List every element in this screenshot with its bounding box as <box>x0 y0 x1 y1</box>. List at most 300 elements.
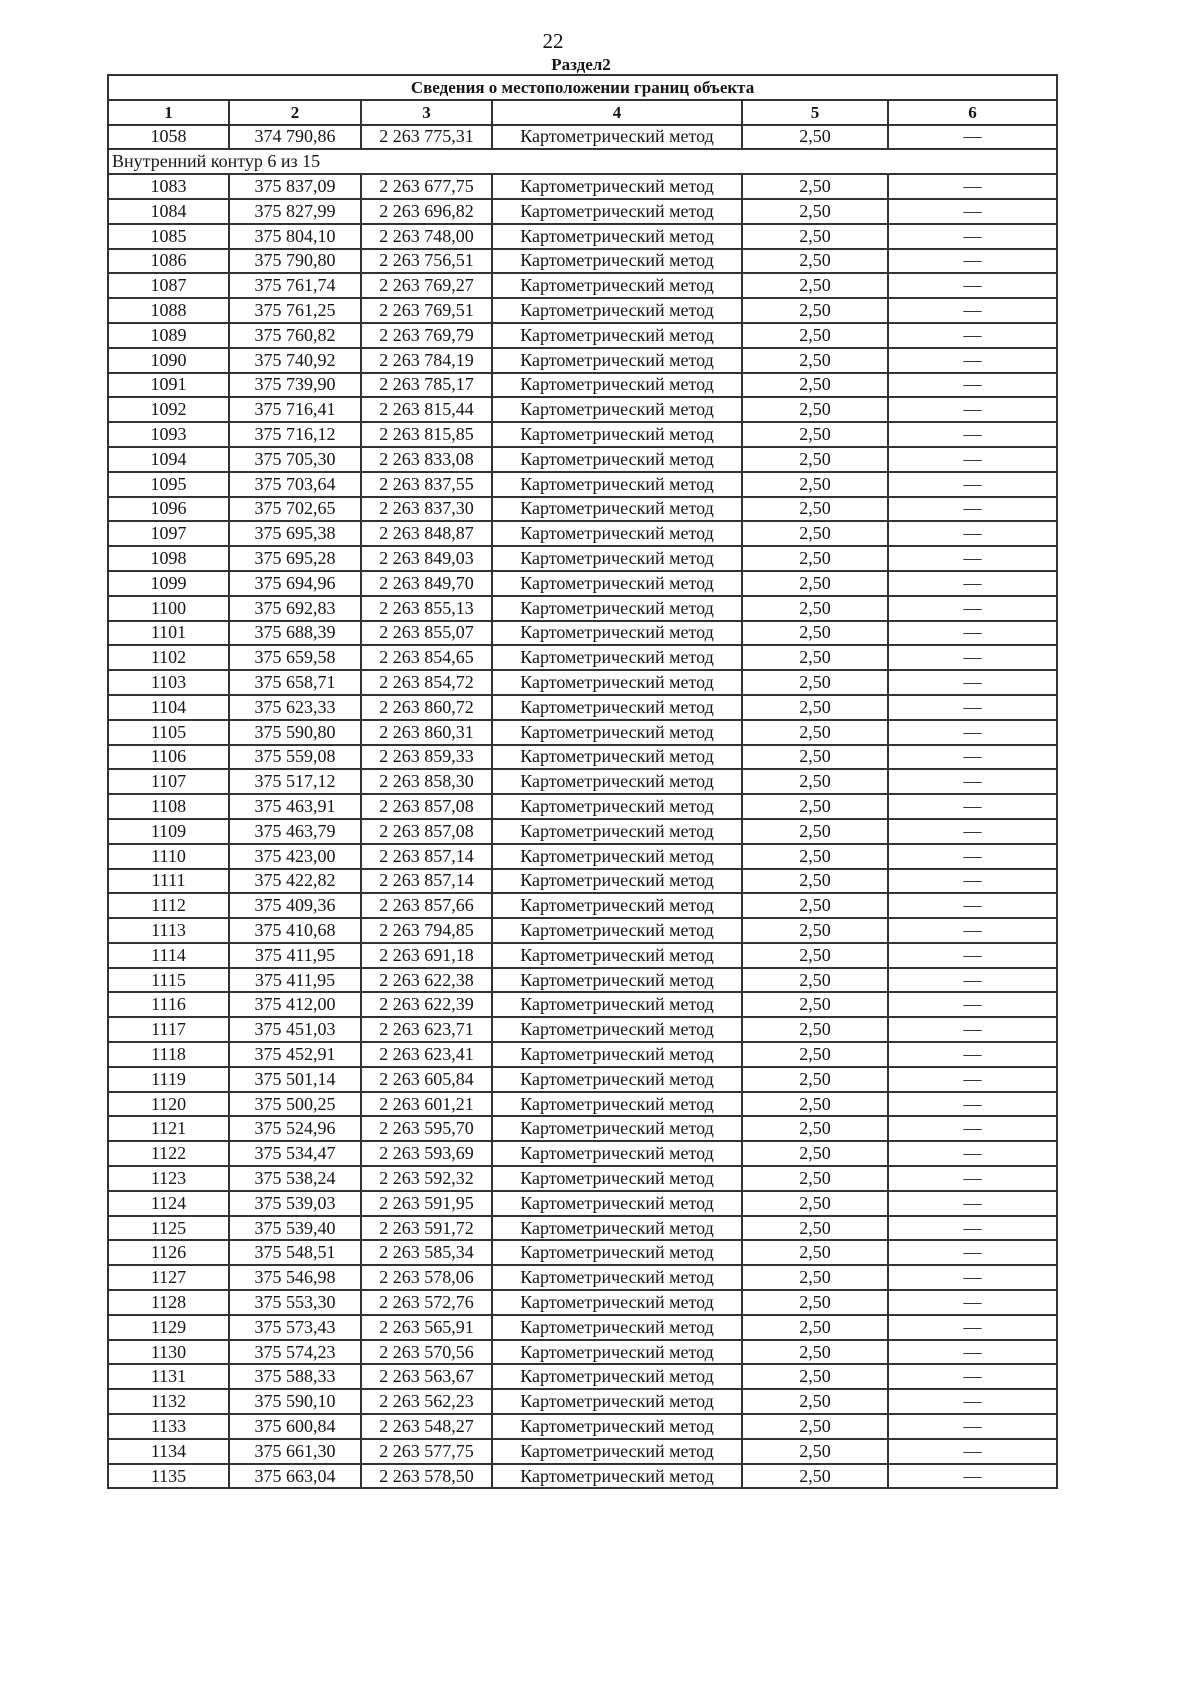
accuracy-cell: 2,50 <box>742 1389 888 1414</box>
accuracy-cell: 2,50 <box>742 521 888 546</box>
point-number-cell: 1105 <box>108 720 229 745</box>
description-cell: — <box>888 546 1057 571</box>
table-row <box>108 1265 1057 1290</box>
accuracy-cell: 2,50 <box>742 1265 888 1290</box>
coord-x-cell: 375 760,82 <box>229 323 361 348</box>
coord-x-cell: 375 661,30 <box>229 1439 361 1464</box>
accuracy-cell: 2,50 <box>742 695 888 720</box>
point-number-cell: 1058 <box>108 125 229 150</box>
point-number-cell: 1091 <box>108 373 229 398</box>
coord-y-cell: 2 263 860,31 <box>361 720 492 745</box>
point-number-cell: 1106 <box>108 745 229 770</box>
coord-x-cell: 375 600,84 <box>229 1414 361 1439</box>
point-number-cell: 1102 <box>108 645 229 670</box>
coord-y-cell: 2 263 858,30 <box>361 769 492 794</box>
accuracy-cell: 2,50 <box>742 1240 888 1265</box>
table-row <box>108 695 1057 720</box>
coord-x-cell: 375 500,25 <box>229 1092 361 1117</box>
method-cell: Картометрический метод <box>492 1265 742 1290</box>
coord-y-cell: 2 263 854,72 <box>361 670 492 695</box>
coord-x-cell: 375 790,80 <box>229 249 361 274</box>
point-number-cell: 1130 <box>108 1340 229 1365</box>
point-number-cell: 1083 <box>108 174 229 199</box>
description-cell: — <box>888 769 1057 794</box>
description-cell: — <box>888 1315 1057 1340</box>
table-row <box>108 497 1057 522</box>
point-number-cell: 1093 <box>108 422 229 447</box>
coord-y-cell: 2 263 857,14 <box>361 869 492 894</box>
coord-x-cell: 375 804,10 <box>229 224 361 249</box>
table-row <box>108 596 1057 621</box>
table-row <box>108 224 1057 249</box>
column-number-header: 6 <box>888 100 1057 125</box>
accuracy-cell: 2,50 <box>742 1439 888 1464</box>
accuracy-cell: 2,50 <box>742 174 888 199</box>
accuracy-cell: 2,50 <box>742 1166 888 1191</box>
description-cell: — <box>888 869 1057 894</box>
coord-x-cell: 375 716,41 <box>229 397 361 422</box>
table-row <box>108 521 1057 546</box>
coord-x-cell: 375 539,03 <box>229 1191 361 1216</box>
coord-y-cell: 2 263 849,70 <box>361 571 492 596</box>
coord-y-cell: 2 263 815,44 <box>361 397 492 422</box>
method-cell: Картометрический метод <box>492 224 742 249</box>
point-number-cell: 1114 <box>108 943 229 968</box>
page-number: 22 <box>542 29 564 53</box>
point-number-cell: 1085 <box>108 224 229 249</box>
description-cell: — <box>888 695 1057 720</box>
method-cell: Картометрический метод <box>492 1414 742 1439</box>
coordinates-table-body <box>108 125 1057 1489</box>
method-cell: Картометрический метод <box>492 1216 742 1241</box>
coord-x-cell: 375 501,14 <box>229 1067 361 1092</box>
description-cell: — <box>888 943 1057 968</box>
table-row <box>108 1439 1057 1464</box>
point-number-cell: 1088 <box>108 298 229 323</box>
point-number-cell: 1124 <box>108 1191 229 1216</box>
accuracy-cell: 2,50 <box>742 992 888 1017</box>
accuracy-cell: 2,50 <box>742 1290 888 1315</box>
point-number-cell: 1084 <box>108 199 229 224</box>
coord-y-cell: 2 263 548,27 <box>361 1414 492 1439</box>
accuracy-cell: 2,50 <box>742 373 888 398</box>
table-row <box>108 348 1057 373</box>
table-row <box>108 273 1057 298</box>
description-cell: — <box>888 1042 1057 1067</box>
point-number-cell: 1121 <box>108 1116 229 1141</box>
table-row <box>108 1141 1057 1166</box>
coord-y-cell: 2 263 857,08 <box>361 794 492 819</box>
point-number-cell: 1134 <box>108 1439 229 1464</box>
method-cell: Картометрический метод <box>492 1315 742 1340</box>
table-row <box>108 1191 1057 1216</box>
description-cell: — <box>888 844 1057 869</box>
point-number-cell: 1135 <box>108 1464 229 1489</box>
coord-y-cell: 2 263 605,84 <box>361 1067 492 1092</box>
table-row <box>108 745 1057 770</box>
coord-y-cell: 2 263 691,18 <box>361 943 492 968</box>
description-cell: — <box>888 918 1057 943</box>
description-cell: — <box>888 1191 1057 1216</box>
coord-y-cell: 2 263 769,27 <box>361 273 492 298</box>
coord-y-cell: 2 263 572,76 <box>361 1290 492 1315</box>
method-cell: Картометрический метод <box>492 893 742 918</box>
method-cell: Картометрический метод <box>492 819 742 844</box>
coord-x-cell: 374 790,86 <box>229 125 361 150</box>
method-cell: Картометрический метод <box>492 348 742 373</box>
coord-y-cell: 2 263 577,75 <box>361 1439 492 1464</box>
description-cell: — <box>888 645 1057 670</box>
description-cell: — <box>888 1290 1057 1315</box>
table-row <box>108 1116 1057 1141</box>
accuracy-cell: 2,50 <box>742 125 888 150</box>
method-cell: Картометрический метод <box>492 373 742 398</box>
accuracy-cell: 2,50 <box>742 943 888 968</box>
point-number-cell: 1126 <box>108 1240 229 1265</box>
method-cell: Картометрический метод <box>492 596 742 621</box>
method-cell: Картометрический метод <box>492 794 742 819</box>
description-cell: — <box>888 472 1057 497</box>
point-number-cell: 1111 <box>108 869 229 894</box>
description-cell: — <box>888 1067 1057 1092</box>
coord-x-cell: 375 423,00 <box>229 844 361 869</box>
method-cell: Картометрический метод <box>492 422 742 447</box>
description-cell: — <box>888 373 1057 398</box>
coord-x-cell: 375 692,83 <box>229 596 361 621</box>
method-cell: Картометрический метод <box>492 918 742 943</box>
accuracy-cell: 2,50 <box>742 745 888 770</box>
table-row <box>108 1364 1057 1389</box>
coord-y-cell: 2 263 578,50 <box>361 1464 492 1489</box>
coord-x-cell: 375 422,82 <box>229 869 361 894</box>
accuracy-cell: 2,50 <box>742 1414 888 1439</box>
coord-y-cell: 2 263 857,66 <box>361 893 492 918</box>
accuracy-cell: 2,50 <box>742 1216 888 1241</box>
description-cell: — <box>888 323 1057 348</box>
description-cell: — <box>888 819 1057 844</box>
description-cell: — <box>888 1141 1057 1166</box>
description-cell: — <box>888 521 1057 546</box>
coord-x-cell: 375 590,10 <box>229 1389 361 1414</box>
method-cell: Картометрический метод <box>492 992 742 1017</box>
coord-y-cell: 2 263 595,70 <box>361 1116 492 1141</box>
point-number-cell: 1090 <box>108 348 229 373</box>
accuracy-cell: 2,50 <box>742 670 888 695</box>
point-number-cell: 1092 <box>108 397 229 422</box>
description-cell: — <box>888 1439 1057 1464</box>
accuracy-cell: 2,50 <box>742 1464 888 1489</box>
coord-x-cell: 375 538,24 <box>229 1166 361 1191</box>
point-number-cell: 1108 <box>108 794 229 819</box>
method-cell: Картометрический метод <box>492 397 742 422</box>
description-cell: — <box>888 1340 1057 1365</box>
method-cell: Картометрический метод <box>492 546 742 571</box>
coord-x-cell: 375 546,98 <box>229 1265 361 1290</box>
point-number-cell: 1115 <box>108 968 229 993</box>
coord-y-cell: 2 263 696,82 <box>361 199 492 224</box>
table-row <box>108 174 1057 199</box>
point-number-cell: 1096 <box>108 497 229 522</box>
method-cell: Картометрический метод <box>492 943 742 968</box>
accuracy-cell: 2,50 <box>742 1340 888 1365</box>
coord-y-cell: 2 263 854,65 <box>361 645 492 670</box>
method-cell: Картометрический метод <box>492 447 742 472</box>
point-number-cell: 1129 <box>108 1315 229 1340</box>
coord-y-cell: 2 263 855,13 <box>361 596 492 621</box>
coord-y-cell: 2 263 748,00 <box>361 224 492 249</box>
table-row <box>108 125 1057 150</box>
coord-x-cell: 375 463,91 <box>229 794 361 819</box>
accuracy-cell: 2,50 <box>742 1067 888 1092</box>
coord-y-cell: 2 263 578,06 <box>361 1265 492 1290</box>
table-row <box>108 670 1057 695</box>
accuracy-cell: 2,50 <box>742 1092 888 1117</box>
table-row <box>108 794 1057 819</box>
coord-x-cell: 375 740,92 <box>229 348 361 373</box>
table-row <box>108 249 1057 274</box>
table-row <box>108 1240 1057 1265</box>
description-cell: — <box>888 447 1057 472</box>
coord-y-cell: 2 263 784,19 <box>361 348 492 373</box>
description-cell: — <box>888 1166 1057 1191</box>
accuracy-cell: 2,50 <box>742 422 888 447</box>
description-cell: — <box>888 1265 1057 1290</box>
table-row <box>108 323 1057 348</box>
description-cell: — <box>888 1414 1057 1439</box>
coord-y-cell: 2 263 591,95 <box>361 1191 492 1216</box>
description-cell: — <box>888 1389 1057 1414</box>
coord-x-cell: 375 559,08 <box>229 745 361 770</box>
accuracy-cell: 2,50 <box>742 968 888 993</box>
coord-x-cell: 375 539,40 <box>229 1216 361 1241</box>
coord-x-cell: 375 411,95 <box>229 943 361 968</box>
method-cell: Картометрический метод <box>492 125 742 150</box>
coord-x-cell: 375 553,30 <box>229 1290 361 1315</box>
point-number-cell: 1128 <box>108 1290 229 1315</box>
method-cell: Картометрический метод <box>492 968 742 993</box>
point-number-cell: 1117 <box>108 1017 229 1042</box>
description-cell: — <box>888 1116 1057 1141</box>
accuracy-cell: 2,50 <box>742 1042 888 1067</box>
point-number-cell: 1133 <box>108 1414 229 1439</box>
table-row <box>108 1389 1057 1414</box>
coord-y-cell: 2 263 837,30 <box>361 497 492 522</box>
coord-x-cell: 375 590,80 <box>229 720 361 745</box>
point-number-cell: 1094 <box>108 447 229 472</box>
description-cell: — <box>888 745 1057 770</box>
coord-x-cell: 375 695,38 <box>229 521 361 546</box>
point-number-cell: 1122 <box>108 1141 229 1166</box>
coord-y-cell: 2 263 849,03 <box>361 546 492 571</box>
coord-y-cell: 2 263 769,51 <box>361 298 492 323</box>
method-cell: Картометрический метод <box>492 571 742 596</box>
description-cell: — <box>888 174 1057 199</box>
table-row <box>108 1340 1057 1365</box>
table-row <box>108 199 1057 224</box>
method-cell: Картометрический метод <box>492 298 742 323</box>
coord-x-cell: 375 827,99 <box>229 199 361 224</box>
coord-x-cell: 375 761,74 <box>229 273 361 298</box>
table-row <box>108 1067 1057 1092</box>
column-number-header: 1 <box>108 100 229 125</box>
accuracy-cell: 2,50 <box>742 720 888 745</box>
accuracy-cell: 2,50 <box>742 1315 888 1340</box>
coord-y-cell: 2 263 775,31 <box>361 125 492 150</box>
coord-x-cell: 375 659,58 <box>229 645 361 670</box>
coord-y-cell: 2 263 785,17 <box>361 373 492 398</box>
coord-x-cell: 375 688,39 <box>229 621 361 646</box>
coord-y-cell: 2 263 859,33 <box>361 745 492 770</box>
table-row <box>108 1042 1057 1067</box>
point-number-cell: 1131 <box>108 1364 229 1389</box>
accuracy-cell: 2,50 <box>742 1191 888 1216</box>
column-number-header: 4 <box>492 100 742 125</box>
description-cell: — <box>888 992 1057 1017</box>
table-row <box>108 992 1057 1017</box>
coord-x-cell: 375 588,33 <box>229 1364 361 1389</box>
coord-y-cell: 2 263 769,79 <box>361 323 492 348</box>
point-number-cell: 1099 <box>108 571 229 596</box>
point-number-cell: 1104 <box>108 695 229 720</box>
accuracy-cell: 2,50 <box>742 819 888 844</box>
column-number-header: 3 <box>361 100 492 125</box>
coord-y-cell: 2 263 857,14 <box>361 844 492 869</box>
description-cell: — <box>888 621 1057 646</box>
method-cell: Картометрический метод <box>492 1042 742 1067</box>
coord-y-cell: 2 263 623,41 <box>361 1042 492 1067</box>
method-cell: Картометрический метод <box>492 199 742 224</box>
table-row <box>108 918 1057 943</box>
method-cell: Картометрический метод <box>492 769 742 794</box>
contour-row <box>108 149 1057 174</box>
description-cell: — <box>888 1364 1057 1389</box>
accuracy-cell: 2,50 <box>742 298 888 323</box>
point-number-cell: 1127 <box>108 1265 229 1290</box>
table-row <box>108 447 1057 472</box>
method-cell: Картометрический метод <box>492 1092 742 1117</box>
table-row <box>108 893 1057 918</box>
table-row <box>108 968 1057 993</box>
accuracy-cell: 2,50 <box>742 769 888 794</box>
description-cell: — <box>888 794 1057 819</box>
table-row <box>108 397 1057 422</box>
description-cell: — <box>888 125 1057 150</box>
method-cell: Картометрический метод <box>492 1141 742 1166</box>
accuracy-cell: 2,50 <box>742 497 888 522</box>
method-cell: Картометрический метод <box>492 844 742 869</box>
accuracy-cell: 2,50 <box>742 571 888 596</box>
method-cell: Картометрический метод <box>492 745 742 770</box>
method-cell: Картометрический метод <box>492 670 742 695</box>
coord-y-cell: 2 263 622,38 <box>361 968 492 993</box>
method-cell: Картометрический метод <box>492 1464 742 1489</box>
accuracy-cell: 2,50 <box>742 323 888 348</box>
coord-y-cell: 2 263 848,87 <box>361 521 492 546</box>
accuracy-cell: 2,50 <box>742 546 888 571</box>
method-cell: Картометрический метод <box>492 1166 742 1191</box>
coord-x-cell: 375 702,65 <box>229 497 361 522</box>
description-cell: — <box>888 497 1057 522</box>
table-row <box>108 621 1057 646</box>
description-cell: — <box>888 273 1057 298</box>
method-cell: Картометрический метод <box>492 645 742 670</box>
point-number-cell: 1103 <box>108 670 229 695</box>
accuracy-cell: 2,50 <box>742 249 888 274</box>
point-number-cell: 1086 <box>108 249 229 274</box>
coord-y-cell: 2 263 860,72 <box>361 695 492 720</box>
coord-y-cell: 2 263 857,08 <box>361 819 492 844</box>
table-row <box>108 472 1057 497</box>
coord-y-cell: 2 263 601,21 <box>361 1092 492 1117</box>
coord-x-cell: 375 410,68 <box>229 918 361 943</box>
point-number-cell: 1097 <box>108 521 229 546</box>
accuracy-cell: 2,50 <box>742 447 888 472</box>
coord-x-cell: 375 695,28 <box>229 546 361 571</box>
table-row <box>108 1290 1057 1315</box>
method-cell: Картометрический метод <box>492 1389 742 1414</box>
coord-x-cell: 375 463,79 <box>229 819 361 844</box>
description-cell: — <box>888 670 1057 695</box>
coord-x-cell: 375 411,95 <box>229 968 361 993</box>
section-title: Раздел2 <box>551 55 611 74</box>
method-cell: Картометрический метод <box>492 695 742 720</box>
point-number-cell: 1116 <box>108 992 229 1017</box>
coord-y-cell: 2 263 833,08 <box>361 447 492 472</box>
point-number-cell: 1123 <box>108 1166 229 1191</box>
description-cell: — <box>888 720 1057 745</box>
method-cell: Картометрический метод <box>492 497 742 522</box>
point-number-cell: 1087 <box>108 273 229 298</box>
description-cell: — <box>888 968 1057 993</box>
coord-x-cell: 375 658,71 <box>229 670 361 695</box>
coordinates-table <box>107 74 1058 1489</box>
method-cell: Картометрический метод <box>492 720 742 745</box>
coord-x-cell: 375 534,47 <box>229 1141 361 1166</box>
coord-y-cell: 2 263 585,34 <box>361 1240 492 1265</box>
description-cell: — <box>888 298 1057 323</box>
accuracy-cell: 2,50 <box>742 918 888 943</box>
coord-x-cell: 375 703,64 <box>229 472 361 497</box>
table-row <box>108 645 1057 670</box>
coord-x-cell: 375 739,90 <box>229 373 361 398</box>
table-row <box>108 298 1057 323</box>
column-numbers-row <box>108 100 1057 125</box>
table-row <box>108 1414 1057 1439</box>
table-row <box>108 1216 1057 1241</box>
point-number-cell: 1110 <box>108 844 229 869</box>
coord-y-cell: 2 263 591,72 <box>361 1216 492 1241</box>
method-cell: Картометрический метод <box>492 1067 742 1092</box>
accuracy-cell: 2,50 <box>742 348 888 373</box>
point-number-cell: 1100 <box>108 596 229 621</box>
accuracy-cell: 2,50 <box>742 645 888 670</box>
method-cell: Картометрический метод <box>492 1017 742 1042</box>
method-cell: Картометрический метод <box>492 1439 742 1464</box>
coord-y-cell: 2 263 570,56 <box>361 1340 492 1365</box>
table-row <box>108 422 1057 447</box>
accuracy-cell: 2,50 <box>742 794 888 819</box>
contour-label: Внутренний контур 6 из 15 <box>108 149 1057 174</box>
column-number-header: 2 <box>229 100 361 125</box>
table-row <box>108 373 1057 398</box>
table-row <box>108 819 1057 844</box>
accuracy-cell: 2,50 <box>742 596 888 621</box>
coord-x-cell: 375 694,96 <box>229 571 361 596</box>
coord-y-cell: 2 263 565,91 <box>361 1315 492 1340</box>
point-number-cell: 1125 <box>108 1216 229 1241</box>
point-number-cell: 1109 <box>108 819 229 844</box>
accuracy-cell: 2,50 <box>742 844 888 869</box>
